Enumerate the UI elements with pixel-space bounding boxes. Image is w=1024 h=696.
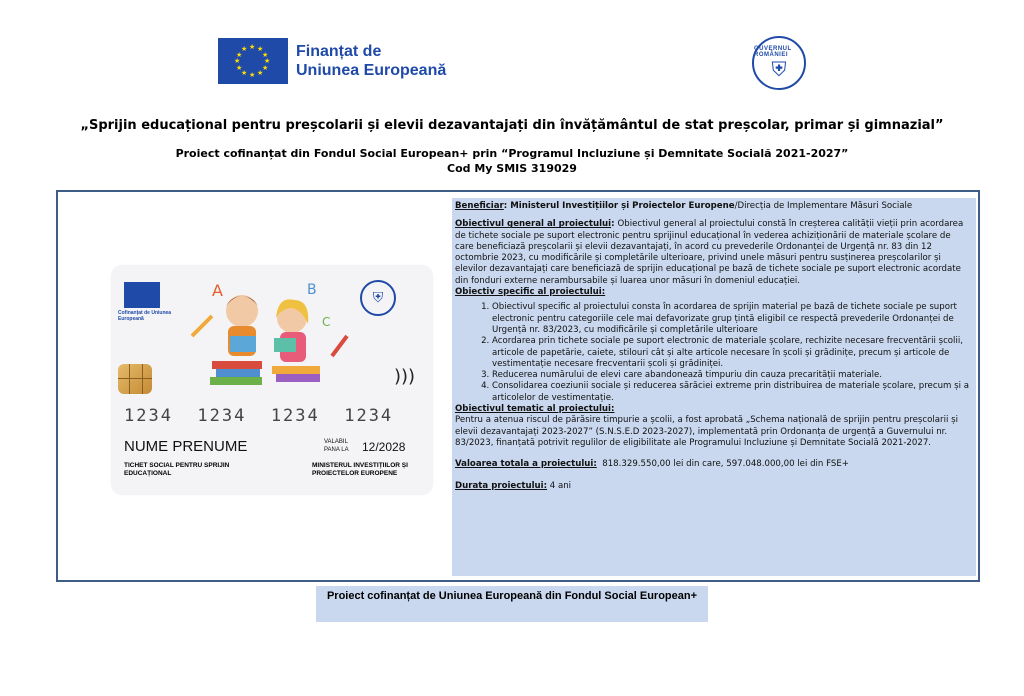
beneficiary-label: Beneficiar — [455, 201, 504, 211]
eu-flag-icon: ★ ★ ★ ★ ★ ★ ★ ★ ★ ★ ★ ★ — [218, 38, 288, 84]
list-item: 4. Consolidarea coeziunii sociale și reducerea sărăciei extreme prin distribuirea de materiale școlare, precum și a articolelor de vestimentație. — [492, 381, 971, 404]
svg-text:C: C — [322, 315, 331, 329]
project-subtitle — [0, 146, 1024, 176]
smis-code: Cod My SMIS 319029 — [447, 162, 577, 175]
specific-objectives-list — [455, 302, 971, 404]
thematic-objective-text: Pentru a atenua riscul de părăsire timpurie a școlii, a fost aprobată „Schema națională de sprijin pentru preșcolarii și elevii dezavantajați 2023-2027” (S.N.S.E.D 2023-2027), implementată prin Ordonanța de urgență a Guvernului nr. 83/2023, finanțată potrivit regulilor de eligibilitate ale Programului Incluziune și Demnitate Socială 2021-2027. — [455, 415, 958, 448]
specific-objective-label: Obiectiv specific al proiectului: — [455, 287, 606, 298]
beneficiary-directorate: /Direcția de Implementare Măsuri Sociale — [734, 201, 913, 211]
eu-funding-logo — [218, 37, 448, 85]
list-item: 2. Acordarea prin tichete sociale pe suport electronic de materiale școlare, rechizite necesare frecventării școlii, articole de papetărie, caiete, stilouri cât și alte articole necesare în școli și grădinițe, precum și articole de vestimentație necesare frecventarii școli și grădiniței. — [492, 336, 971, 370]
thematic-objective — [455, 404, 971, 449]
children-reading-illustration — [182, 266, 352, 401]
cofinancing-line: Proiect cofinanțat din Fondul Social European+ prin “Programul Incluziune și Demnitate Socială 2021-2027” — [175, 147, 849, 160]
general-objective-text: Obiectivul general al proiectului constă în creșterea calității vieții prin acordarea de tichete sociale pe suport electronic pentru sprijinul educațional în vederea achiziționării de materiale școlare de care beneficiază preșcolarii și elevii dezavantajați, în acord cu prevederile Ordonanței de Urgență nr. 83 din 12 octombrie 2023, cu modificările și completările ulterioare, privind unele măsuri pentru susținerea preșcolarilor și elevilor dezavantajați care beneficiază de sprijin educațional pe bază de tichete sociale pe suport electronic acordate din fonduri externe nerambursabile și luarea unor măsuri în domeniul educației. — [455, 219, 964, 286]
project-title: „Sprijin educațional pentru preșcolarii și elevii dezavantajați din învățământul de stat preșcolar, primar și gimnazial” — [80, 118, 944, 133]
project-value-text: 818.329.550,00 lei din care, 597.048.000,00 lei din FSE+ — [602, 459, 849, 470]
social-ticket-card — [112, 266, 432, 494]
coat-of-arms-icon: ⛨ — [771, 57, 787, 81]
general-objective: Obiectivul general al proiectului: Obiectivul general al proiectului constă în creșterea calității vieții prin acordarea de tichete sociale pe suport electronic pentru sprijinul educațional în vederea achiziționării de materiale școlare de care beneficiază preșcolarii și elevii dezavantajați, în acord cu prevederile Ordonanței de Urgență nr. 83 din 12 octombrie 2023, cu modificările și completările ulterioare, privind unele măsuri pentru susținerea preșcolarilor și elevilor dezavantajați care beneficiază de sprijin educațional pe bază de tichete sociale pe suport electronic acordate din fonduri externe nerambursabile și luarea unor măsuri în domeniul educației. — [455, 219, 964, 286]
card-issuer: MINISTERUL INVESTIȚIILOR ȘI PROIECTELOR EUROPENE — [312, 462, 408, 477]
beneficiary-line: Beneficiar: Ministerul Investițiilor și Proiectelor Europene/Direcția de Implementare Măsuri Sociale — [455, 201, 913, 211]
thematic-objective-label: Obiectivul tematic al proiectului: — [455, 404, 615, 415]
project-value — [455, 459, 971, 470]
romanian-government-logo — [752, 36, 806, 90]
card-eu-flag-icon — [124, 282, 160, 308]
project-duration — [455, 481, 971, 492]
specific-objective-heading — [455, 287, 971, 298]
cardholder-name: NUME PRENUME — [124, 438, 248, 455]
eu-logo-line1: Finanțat de — [296, 43, 382, 60]
gov-logo-text: GUVERNUL ROMÂNIEI — [754, 46, 792, 58]
project-duration-text: 4 ani — [549, 480, 572, 491]
card-gov-crest-icon: ⛨ — [360, 280, 396, 316]
list-item: 3. Reducerea numărului de elevi care abandonează timpuriu din cauza precarității materiale. — [492, 370, 971, 381]
beneficiary-name: Ministerul Investițiilor și Proiectelor Europene — [510, 201, 735, 211]
eu-logo-line2: Uniunea Europeană — [296, 62, 447, 79]
general-objective-label: Obiectivul general al proiectului — [455, 219, 612, 230]
footer-cofinancing-box: Proiect cofinanțat de Uniunea Europeană din Fondul Social European+ — [316, 586, 708, 622]
svg-text:B: B — [307, 282, 317, 298]
valid-until-label: VALABIL PANA LA — [324, 439, 349, 453]
card-type-label: TICHET SOCIAL PENTRU SPRIJIN EDUCAȚIONAL — [124, 462, 230, 477]
valid-until-date: 12/2028 — [362, 440, 406, 454]
list-item: 1. Obiectivul specific al proiectului consta în acordarea de sprijin material pe bază de tichete sociale pe suport electronic pentru categoriile cele mai defavorizate grup țintă eligibil ce respectă prevederile Ordonanței de Urgență nr. 83/2023, cu modificările și completările ulterioare — [492, 302, 971, 336]
contactless-icon: ))) — [394, 366, 416, 387]
project-value-label: Valoarea totala a proiectului: — [455, 459, 597, 470]
project-info-panel — [452, 198, 976, 576]
card-eu-text: Cofinanțat de Uniunea Europeană — [118, 310, 172, 322]
chip-icon — [118, 364, 152, 394]
svg-text:A: A — [212, 281, 223, 300]
project-duration-label: Durata proiectului: — [455, 480, 548, 491]
card-number: 1234 1234 1234 1234 — [124, 406, 394, 426]
